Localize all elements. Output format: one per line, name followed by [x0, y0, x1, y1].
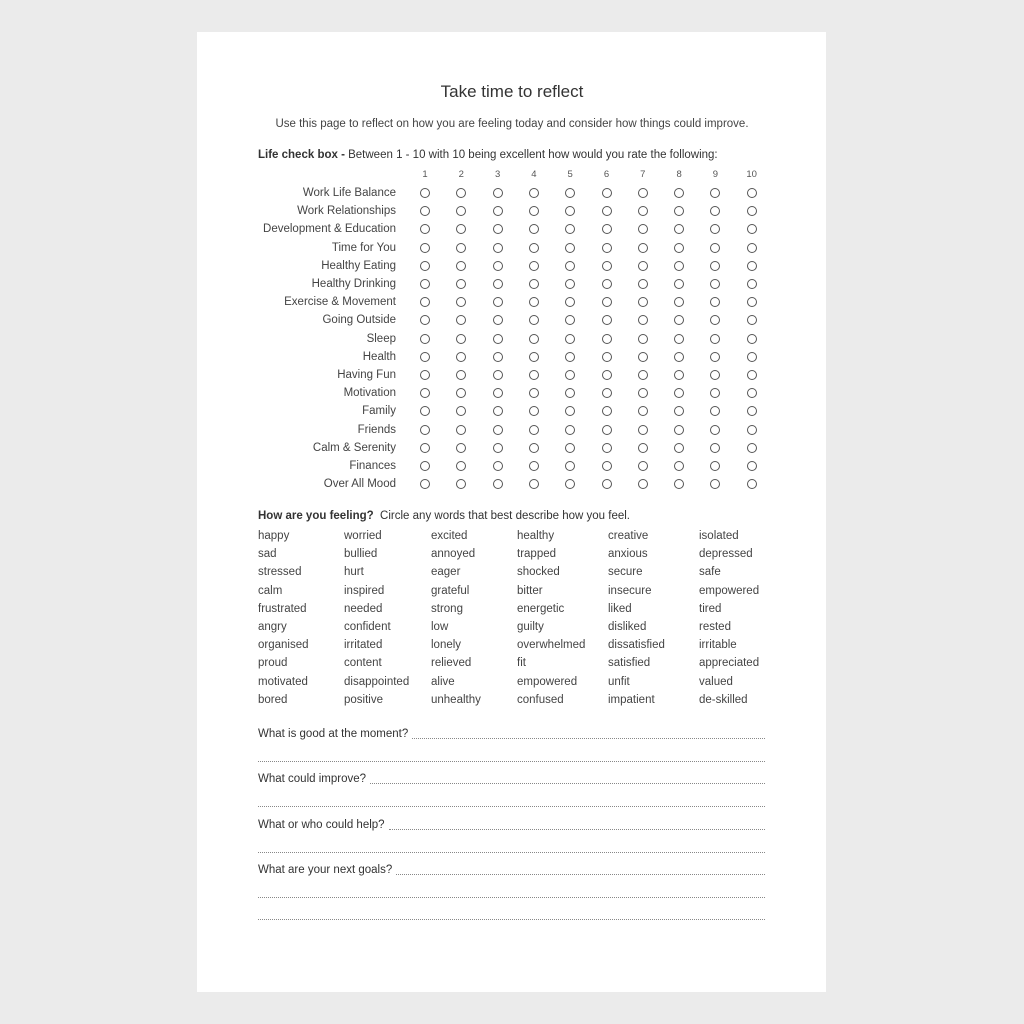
rating-radio[interactable]	[638, 206, 648, 216]
answer-line[interactable]	[258, 852, 765, 853]
feeling-word[interactable]: bored	[258, 693, 288, 706]
rating-radio[interactable]	[529, 334, 539, 344]
feeling-word[interactable]: hurt	[344, 566, 364, 579]
life-check-item-label: Time for You	[331, 241, 396, 254]
rating-radio[interactable]	[638, 352, 648, 362]
rating-radio[interactable]	[456, 334, 466, 344]
scale-number: 4	[531, 169, 537, 180]
rating-radio[interactable]	[674, 243, 684, 253]
scale-number: 8	[676, 169, 682, 180]
rating-radio[interactable]	[493, 334, 503, 344]
feeling-word[interactable]: eager	[431, 566, 461, 579]
feeling-word[interactable]: empowered	[699, 584, 760, 597]
rating-radio[interactable]	[529, 370, 539, 380]
life-check-item-label: Over All Mood	[323, 478, 396, 491]
rating-radio[interactable]	[747, 334, 757, 344]
rating-radio[interactable]	[602, 188, 612, 198]
feeling-word[interactable]: healthy	[517, 530, 555, 542]
rating-radio[interactable]	[493, 388, 503, 398]
feeling-word[interactable]: inspired	[344, 584, 385, 597]
feeling-word[interactable]: irritated	[344, 639, 383, 652]
feeling-word[interactable]: anxious	[608, 548, 648, 561]
feeling-word[interactable]: liked	[608, 602, 632, 615]
reflection-question: What or who could help?	[258, 819, 385, 831]
rating-radio[interactable]	[638, 334, 648, 344]
scale-number: 6	[603, 169, 610, 180]
feeling-word[interactable]: excited	[431, 530, 468, 542]
feeling-word[interactable]: annoyed	[431, 548, 476, 561]
feeling-word[interactable]: safe	[699, 566, 721, 579]
feeling-word[interactable]: lonely	[431, 639, 462, 652]
feelings-heading	[258, 510, 630, 522]
rating-radio[interactable]	[747, 479, 757, 489]
feeling-word[interactable]: confident	[344, 621, 391, 633]
life-check-item-label: Calm & Serenity	[312, 441, 396, 454]
rating-radio[interactable]	[674, 443, 684, 453]
page-subtitle: Use this page to reflect on how you are feeling today and consider how things could improve.	[275, 118, 749, 130]
rating-radio[interactable]	[638, 261, 648, 271]
rating-radio[interactable]	[493, 297, 503, 307]
rating-radio[interactable]	[747, 188, 757, 198]
rating-radio[interactable]	[529, 188, 539, 198]
answer-line[interactable]	[396, 874, 765, 875]
life-check-item-label: Sleep	[366, 332, 396, 345]
rating-radio[interactable]	[456, 425, 466, 435]
life-check-item-label: Friends	[357, 423, 396, 436]
scale-number: 2	[458, 169, 464, 180]
rating-radio[interactable]	[493, 206, 503, 216]
feeling-word[interactable]: overwhelmed	[517, 639, 586, 652]
rating-radio[interactable]	[638, 479, 648, 489]
feeling-word[interactable]: low	[431, 621, 449, 633]
scale-number: 9	[712, 169, 719, 180]
rating-radio[interactable]	[493, 188, 503, 198]
feeling-word[interactable]: stressed	[258, 566, 302, 579]
rating-radio[interactable]	[602, 425, 612, 435]
scale-number: 5	[567, 169, 573, 180]
rating-radio[interactable]	[638, 443, 648, 453]
answer-line[interactable]	[258, 897, 765, 898]
rating-radio[interactable]	[493, 461, 503, 471]
rating-radio[interactable]	[493, 370, 503, 380]
rating-radio[interactable]	[747, 461, 757, 471]
feeling-word[interactable]: strong	[431, 602, 463, 615]
feeling-word[interactable]: depressed	[699, 548, 753, 561]
scale-number: 3	[494, 169, 501, 180]
rating-radio[interactable]	[602, 224, 612, 234]
rating-radio[interactable]	[565, 334, 575, 344]
rating-radio[interactable]	[529, 352, 539, 362]
answer-line[interactable]	[258, 919, 765, 920]
answer-line[interactable]	[412, 738, 765, 739]
rating-radio[interactable]	[710, 425, 720, 435]
feeling-word[interactable]: rested	[699, 621, 731, 633]
feeling-word[interactable]: organised	[258, 639, 309, 652]
reflection-question: What could improve?	[258, 773, 367, 785]
rating-radio[interactable]	[747, 425, 757, 435]
rating-radio[interactable]	[565, 261, 575, 271]
rating-radio[interactable]	[565, 243, 575, 253]
feeling-word[interactable]: content	[344, 657, 382, 670]
rating-radio[interactable]	[420, 425, 430, 435]
feeling-word[interactable]: isolated	[699, 530, 739, 542]
rating-radio[interactable]	[493, 406, 503, 416]
life-check-item-label: Development & Education	[263, 223, 396, 236]
rating-radio[interactable]	[674, 352, 684, 362]
rating-radio[interactable]	[529, 261, 539, 271]
rating-radio[interactable]	[493, 279, 503, 289]
rating-radio[interactable]	[529, 425, 539, 435]
rating-radio[interactable]	[747, 279, 757, 289]
feeling-word[interactable]: calm	[258, 584, 283, 597]
feeling-word[interactable]: confused	[517, 693, 564, 706]
page-title: Take time to reflect	[440, 82, 584, 101]
rating-radio[interactable]	[638, 461, 648, 471]
feeling-word[interactable]: proud	[258, 657, 288, 670]
rating-radio[interactable]	[638, 370, 648, 380]
rating-radio[interactable]	[602, 334, 612, 344]
feeling-word[interactable]: secure	[608, 566, 643, 579]
rating-radio[interactable]	[747, 370, 757, 380]
life-check-item-label: Finances	[349, 460, 396, 472]
rating-radio[interactable]	[602, 479, 612, 489]
reflection-question: What is good at the moment?	[258, 728, 409, 740]
rating-radio[interactable]	[493, 443, 503, 453]
feeling-word[interactable]: valued	[699, 675, 733, 688]
rating-radio[interactable]	[493, 243, 503, 253]
life-check-item-label: Motivation	[343, 387, 396, 400]
rating-radio[interactable]	[602, 297, 612, 307]
rating-radio[interactable]	[565, 425, 575, 435]
scale-number: 1	[422, 169, 428, 180]
rating-radio[interactable]	[602, 243, 612, 253]
feeling-word[interactable]: appreciated	[699, 657, 760, 670]
answer-line[interactable]	[258, 761, 765, 762]
rating-radio[interactable]	[638, 425, 648, 435]
feeling-word[interactable]: energetic	[517, 602, 565, 615]
rating-radio[interactable]	[602, 315, 612, 325]
rating-radio[interactable]	[674, 425, 684, 435]
rating-radio[interactable]	[493, 425, 503, 435]
feeling-word[interactable]: de-skilled	[699, 693, 748, 706]
life-check-heading-label: Life check box -	[258, 149, 345, 161]
rating-radio[interactable]	[493, 261, 503, 271]
feeling-word[interactable]: positive	[344, 693, 383, 706]
rating-radio[interactable]	[602, 352, 612, 362]
feeling-word[interactable]: bitter	[517, 584, 543, 597]
feeling-word[interactable]: motivated	[258, 675, 308, 688]
feeling-word[interactable]: empowered	[517, 675, 578, 688]
life-check-heading	[258, 149, 718, 161]
rating-radio[interactable]	[747, 297, 757, 307]
rating-radio[interactable]	[493, 479, 503, 489]
rating-radio[interactable]	[529, 243, 539, 253]
rating-radio[interactable]	[420, 279, 430, 289]
feelings-heading-instructions: Circle any words that best describe how you feel.	[373, 510, 630, 522]
rating-radio[interactable]	[747, 243, 757, 253]
feelings-heading-label: How are you feeling?	[258, 510, 374, 522]
rating-radio[interactable]	[420, 188, 430, 198]
life-check-heading-instructions: Between 1 - 10 with 10 being excellent how would you rate the following:	[344, 149, 718, 161]
rating-radio[interactable]	[747, 261, 757, 271]
feeling-word[interactable]: creative	[608, 530, 649, 542]
feeling-word[interactable]: happy	[258, 530, 290, 542]
rating-radio[interactable]	[420, 461, 430, 471]
rating-radio[interactable]	[420, 370, 430, 380]
rating-radio[interactable]	[420, 261, 430, 271]
answer-line[interactable]	[389, 829, 765, 830]
scale-number: 7	[640, 169, 646, 180]
rating-radio[interactable]	[602, 461, 612, 471]
feeling-word[interactable]: insecure	[608, 584, 652, 597]
rating-radio[interactable]	[565, 443, 575, 453]
life-check-item-label: Family	[362, 405, 396, 418]
feeling-word[interactable]: guilty	[517, 621, 544, 633]
reflection-question: What are your next goals?	[258, 864, 393, 876]
feeling-word[interactable]: trapped	[517, 548, 557, 561]
rating-radio[interactable]	[602, 370, 612, 380]
rating-radio[interactable]	[602, 279, 612, 289]
feeling-word[interactable]: relieved	[431, 657, 472, 670]
rating-radio[interactable]	[602, 206, 612, 216]
feeling-word[interactable]: irritable	[699, 639, 737, 652]
feeling-word[interactable]: dissatisfied	[608, 639, 665, 652]
rating-radio[interactable]	[710, 334, 720, 344]
rating-radio[interactable]	[674, 334, 684, 344]
rating-radio[interactable]	[529, 461, 539, 471]
rating-radio[interactable]	[638, 297, 648, 307]
rating-radio[interactable]	[747, 206, 757, 216]
life-check-item-label: Healthy Drinking	[311, 278, 396, 290]
feeling-word[interactable]: disliked	[608, 621, 647, 633]
feeling-word[interactable]: satisfied	[608, 657, 651, 670]
rating-radio[interactable]	[747, 352, 757, 362]
life-check-item-label: Exercise & Movement	[284, 296, 396, 309]
feeling-word[interactable]: angry	[258, 621, 287, 633]
feeling-word[interactable]: frustrated	[258, 602, 307, 615]
rating-radio[interactable]	[710, 243, 720, 253]
rating-radio[interactable]	[602, 443, 612, 453]
rating-radio[interactable]	[638, 188, 648, 198]
rating-radio[interactable]	[602, 406, 612, 416]
feeling-word[interactable]: grateful	[431, 584, 470, 597]
feeling-word[interactable]: disappointed	[344, 675, 410, 688]
rating-radio[interactable]	[747, 443, 757, 453]
rating-radio[interactable]	[529, 279, 539, 289]
scale-number: 10	[746, 169, 757, 180]
rating-radio[interactable]	[493, 315, 503, 325]
feeling-word[interactable]: sad	[258, 548, 277, 561]
feeling-word[interactable]: alive	[431, 675, 455, 688]
life-check-item-label: Healthy Eating	[321, 259, 396, 272]
rating-radio[interactable]	[420, 352, 430, 362]
feeling-word[interactable]: fit	[517, 657, 526, 670]
feeling-word[interactable]: impatient	[608, 693, 655, 706]
rating-radio[interactable]	[493, 224, 503, 234]
rating-radio[interactable]	[638, 279, 648, 289]
rating-radio[interactable]	[638, 243, 648, 253]
answer-line[interactable]	[258, 806, 765, 807]
rating-radio[interactable]	[638, 388, 648, 398]
rating-radio[interactable]	[529, 443, 539, 453]
rating-radio[interactable]	[602, 388, 612, 398]
feeling-word[interactable]: unfit	[608, 675, 630, 688]
life-check-item-label: Work Life Balance	[302, 187, 396, 199]
feeling-word[interactable]: bullied	[344, 548, 378, 561]
life-check-item-label: Work Relationships	[297, 205, 396, 218]
rating-radio[interactable]	[747, 388, 757, 398]
feeling-word[interactable]: worried	[344, 530, 382, 542]
rating-radio[interactable]	[420, 443, 430, 453]
feeling-word[interactable]: needed	[344, 602, 383, 615]
answer-line[interactable]	[370, 783, 765, 784]
rating-radio[interactable]	[674, 261, 684, 271]
life-check-item-label: Having Fun	[337, 369, 396, 381]
life-check-item-label: Going Outside	[322, 314, 396, 327]
feeling-word[interactable]: unhealthy	[431, 693, 481, 706]
feeling-word[interactable]: tired	[699, 602, 722, 615]
rating-radio[interactable]	[493, 352, 503, 362]
rating-radio[interactable]	[456, 243, 466, 253]
feeling-word[interactable]: shocked	[517, 566, 560, 579]
life-check-item-label: Health	[362, 350, 396, 363]
rating-radio[interactable]	[565, 352, 575, 362]
rating-radio[interactable]	[602, 261, 612, 271]
rating-radio[interactable]	[420, 243, 430, 253]
rating-radio[interactable]	[420, 334, 430, 344]
